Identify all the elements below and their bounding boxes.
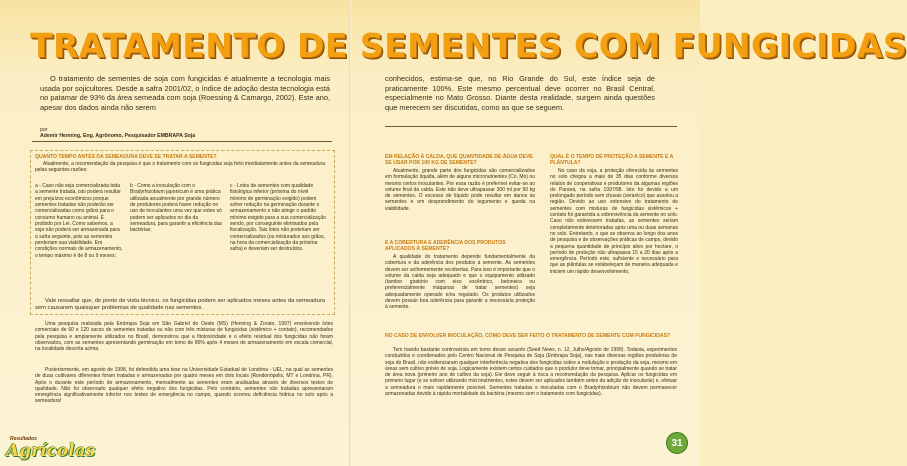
magazine-logo xyxy=(4,436,96,462)
q3-text: A qualidade do tratamento depende fundamentalmente da cobertura e da aderência dos produtos à semente. As sementes devem ser uniformemente recobertas. Para isso é importante que o volume da calda seja adequado e que o equipamento utilizado (tambor giratório com eixo excêntrico, betoneira ou preferencialmente máquinas de tratar sementes) seja adequadamente operado e/ou regulado. Os produtos utilizados devem possuir boa aderência para garantir a necessária proteção à semente. xyxy=(385,254,535,311)
author-divider xyxy=(32,141,332,142)
q5-text: Tem havido bastante controvérsia em torno desse assunto (Seed News, n. 12, Julho/Agosto de 1999). Todavia, experimentos conduzidos e coordenados pelo Centro Nacional de Pesquisa de Soja (Embrapa Soja), nas mais diversas regiões produtoras de soja do Brasil, não evidenciaram qualquer interferência negativa dos fungicidas sobre a nodulação e produção da soja, mesmo em áreas sem cultivo prévio de soja. Logicamente existem certos cuidados que o produtor deve tomar, principalmente quando se tratar de área nova (primeiro ano de cultivo da soja). Ele deve seguir à risca a recomendação da pesquisa. Aplicar os fungicidas em primeiro lugar (e se estiver utilizando micronutrientes, estes devem ser aplicados também antes da adição do inoculante) e, efetuar a semeadura o mais rapidamente possível. Sementes tratadas e inoculadas com o Bradyrhizobium não devem permanecer armazenadas devido à rápida mortalidade da bactéria (mesmo sem o tratamento com fungicidas). xyxy=(385,347,677,398)
logo-main-text: Agrícolas xyxy=(6,441,96,461)
article-title: TRATAMENTO DE SEMENTES COM FUNGICIDAS xyxy=(30,26,907,65)
page-spine xyxy=(349,0,351,466)
q2-text: Atualmente, grande parte dos fungicidas são comercializados em formulação líquida, além de alguns micronutrientes (Co, Mo) ou mesmo certos inoculantes. Por essa razão é preferível evitar-se ao volume final da calda. Este não deve ultrapassar 300 ml por 50 kg de sementes. O excesso de líquido pode resultar em danos às sementes e em desprendimento do tegumento e queda na viabilidade. xyxy=(385,168,535,212)
intro-right: conhecidos, estima-se que, no Rio Grande do Sul, este índice seja de praticamente 100%. Este mesmo percentual deve ocorrer no Brasil Central, especialmente no Mato Grosso. Diante desta realidade, surgem ainda questões que merecem ser discutidas, como as que se seguem. xyxy=(385,74,655,112)
q4-text: No caso da soja, a proteção oferecida às sementes no solo chegou a mais de 35 dias conforme diversos relatos de cooperativas e produtores da algumas regiões do Paraná, na safra 1997/98. Isto foi devido a um prolongado período sem chuvas (veranico) que assolou a região. Devido ao uso extensivo do tratamento de sementes com misturas de fungicidas sistêmicos + contato foi garantida a sobrevivência da semente no solo. Caso não estivessem tratadas, as sementes seriam completamente deterioradas após uma ou duas semanas no solo. Entretanto, o que se observa ao longo dos anos de pesquisa e de observações práticas de campo, devido a pequena quantidade de princípio ativo por hectare, o período de proteção não ultrapassa 15 a 20 dias após a emergência. Período este, suficiente e necessário para que as plântulas se estabeleçam de maneira adequada e iniciem um rápido desenvolvimento. xyxy=(550,168,678,275)
body-paragraph-1: Uma pesquisa realizada pela Embrapa Soja em São Gabriel do Oeste (MS) (Henning & Zorato, 1997) envolvendo lotes comerciais de 60 e 120 sacos de sementes tratadas ou não com três misturas de fungicidas (sistêmico + contato), recomendados pela pesquisa e amplamente utilizados no Brasil, demonstrou que a fitotoxicidade e o efeito residual dos fungicidas não foram observados, com as sementes apresentando germinação em torno de 86% após 4 meses de armazenamento em escala comercial, na localidade descrita acima. xyxy=(35,321,333,353)
q1-reason-a: a - Caso não seja comercializada toda a semente tratada, isto poderá resultar em prejuízos econômicos porque sementes tratadas não poderão ser comercializadas como grãos para o consumo humano ou animal. É proibido por Lei. Como sabemos, a soja não poderá ser armazenada para a safra seguinte, pois as sementes perderiam sua viabilidade. Em condições normais de armazenamento, o tempo máximo é de 8 ou 9 meses; xyxy=(35,183,123,259)
page-number-badge: 31 xyxy=(666,432,688,454)
q5-title: NO CASO DE ENVOLVER INOCULAÇÃO, COMO DEVE SER FEITO O TRATAMENTO DE SEMENTE COM FUNGICIDAS? xyxy=(385,333,671,339)
q3-title: E A COBERTURA E ADERÊNCIA DOS PRODUTOS APLICADOS À SEMENTE? xyxy=(385,240,506,253)
q1-reason-b: b - Como a inoculação com o Bradyrhizobium japonicum é uma prática utilizada anualmente por grande número de produtores poderá haver redução no uso de inoculantes uma vez que estes só podem ser aplicados no dia da semeadura, para garantir a eficiência das bactérias; xyxy=(130,183,222,234)
q1-closing: Vale ressaltar que, do ponto de vista técnico, os fungicidas podem ser aplicados meses antes da semeadura sem causarem quaisquer problemas de qualidade nas sementes. xyxy=(35,298,325,312)
intro-left: O tratamento de sementes de soja com fungicidas é atualmente a tecnologia mais usada por sojicultores. Desde a safra 2001/02, o índice de adoção desta tecnologia está no patamar de 93% da área semeada com soja (Roessing & Camargo, 2002). Este ano, apesar dos dados ainda não serem xyxy=(40,74,330,112)
author-byline xyxy=(40,127,340,139)
q1-intro: Atualmente, a recomendação da pesquisa é que o tratamento com os fungicidas seja feito imediatamente antes da semeadura pelas seguintes razões: xyxy=(35,161,325,174)
q2-title: EM RELAÇÃO À CALDA, QUE QUANTIDADE DE ÁGUA DEVE SE USAR POR 100 KG DE SEMENTE? xyxy=(385,154,533,167)
q1-reason-c: c - Lotes de sementes com qualidade fisiológica inferior (próxima do nível mínimo de germinação exigido) podem sofrer redução na germinação durante o armazenamento e não atingir o padrão mínimo exigido para a sua comercialização sendo, por conseguinte eliminados pela fiscalização. Tais lotes não poderiam ser comercializados (ou misturados aos grãos, na hora da comercialização da próxima safra) e deveriam ser destruídos. xyxy=(230,183,326,253)
body-paragraph-2: Posteriormente, em agosto de 1998, foi defendida uma tese na Universidade Estadual de Londrina - UEL, na qual as sementes de duas cultivares diferentes foram tratadas e armazenadas por quatro meses em dois locais (Rondonópolis, MT e Londrina, PR). Após o durante este período de armazenamento, mensalmente as sementes eram analisadas através de diversos testes de qualidade. Não foi observado qualquer efeito negativo dos fungicidas. Pelo contrário, sementes não tratadas apresentaram emergência significativamente inferior nos testes de emergência no campo, quando ocorreu deficiência hídrica no solo após a semeadura! xyxy=(35,367,333,405)
author-name: Ademir Henning, Eng. Agrônomo, Pesquisador EMBRAPA Soja xyxy=(40,133,196,139)
q4-title: QUAL É O TEMPO DE PROTEÇÃO A SEMENTE E A PLÂNTULA? xyxy=(550,154,674,167)
author-prefix: por xyxy=(40,127,48,133)
logo-top-text: Resultados xyxy=(10,436,37,442)
right-top-divider xyxy=(385,126,677,127)
q1-title: QUANTO TEMPO ANTES DA SEMEADURA DEVE SE TRATAR A SEMENTE? xyxy=(35,154,217,160)
